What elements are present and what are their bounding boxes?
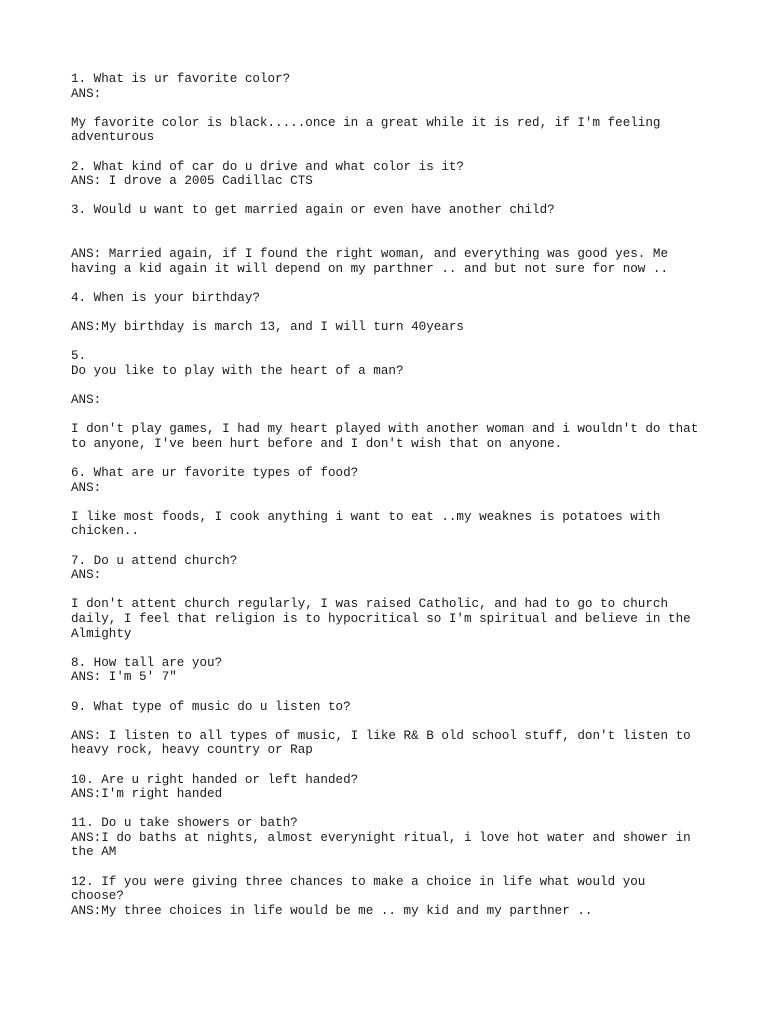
spacer <box>71 408 721 423</box>
answer-8: ANS: I'm 5' 7" <box>71 670 177 685</box>
answer-3-line-1: ANS: Married again, if I found the right woman, and everything was good yes. Me <box>71 247 669 262</box>
answer-7-line-2: daily, I feel that religion is to hypocritical so I'm spiritual and believe in the <box>71 611 691 626</box>
answer-1-line-2: adventurous <box>71 130 155 145</box>
spacer <box>71 860 721 875</box>
question-5: Do you like to play with the heart of a man? <box>71 363 404 378</box>
answer-9-line-2: heavy rock, heavy country or Rap <box>71 743 313 758</box>
spacer <box>71 306 721 321</box>
question-3: 3. Would u want to get married again or even have another child? <box>71 203 555 218</box>
answer-2: ANS: I drove a 2005 Cadillac CTS <box>71 174 313 189</box>
spacer <box>71 495 721 510</box>
spacer <box>71 802 721 817</box>
answer-label-6: ANS: <box>71 480 102 495</box>
answer-1-line-1: My favorite color is black.....once in a great while it is red, if I'm feeling <box>71 115 661 130</box>
answer-5-line-2: to anyone, I've been hurt before and I don't wish that on anyone. <box>71 436 563 451</box>
answer-10: ANS:I'm right handed <box>71 787 223 802</box>
spacer <box>71 685 721 700</box>
spacer <box>71 451 721 466</box>
answer-label-5: ANS: <box>71 393 102 408</box>
spacer <box>71 189 721 204</box>
spacer <box>71 539 721 554</box>
question-12-line-2: choose? <box>71 889 124 904</box>
question-10: 10. Are u right handed or left handed? <box>71 772 359 787</box>
spacer <box>71 641 721 656</box>
answer-5-line-1: I don't play games, I had my heart played with another woman and i wouldn't do that <box>71 422 699 437</box>
answer-3-line-2: having a kid again it will depend on my parthner .. and but not sure for now .. <box>71 261 669 276</box>
answer-11-line-2: the AM <box>71 845 117 860</box>
answer-6-line-2: chicken.. <box>71 524 140 539</box>
spacer <box>71 758 721 773</box>
question-5-number: 5. <box>71 349 87 364</box>
spacer <box>71 583 721 598</box>
question-6: 6. What are ur favorite types of food? <box>71 466 359 481</box>
spacer <box>71 335 721 350</box>
question-11: 11. Do u take showers or bath? <box>71 816 298 831</box>
answer-label-1: ANS: <box>71 86 102 101</box>
spacer <box>71 276 721 291</box>
answer-9-line-1: ANS: I listen to all types of music, I like R& B old school stuff, don't listen to <box>71 728 691 743</box>
question-7: 7. Do u attend church? <box>71 553 238 568</box>
answer-7-line-1: I don't attent church regularly, I was raised Catholic, and had to go to church <box>71 597 669 612</box>
question-1: 1. What is ur favorite color? <box>71 72 291 86</box>
document-body <box>71 72 721 918</box>
spacer <box>71 145 721 160</box>
question-4: 4. When is your birthday? <box>71 290 260 305</box>
answer-11-line-1: ANS:I do baths at nights, almost everynight ritual, i love hot water and shower in <box>71 830 691 845</box>
question-9: 9. What type of music do u listen to? <box>71 699 351 714</box>
question-2: 2. What kind of car do u drive and what color is it? <box>71 159 464 174</box>
spacer <box>71 101 721 116</box>
answer-4: ANS:My birthday is march 13, and I will turn 40years <box>71 320 464 335</box>
question-8: 8. How tall are you? <box>71 655 223 670</box>
answer-label-7: ANS: <box>71 568 102 583</box>
spacer <box>71 378 721 393</box>
spacer <box>71 218 721 247</box>
answer-12: ANS:My three choices in life would be me .. my kid and my parthner .. <box>71 903 593 918</box>
question-12-line-1: 12. If you were giving three chances to make a choice in life what would you <box>71 874 646 889</box>
spacer <box>71 714 721 729</box>
answer-7-line-3: Almighty <box>71 626 132 641</box>
answer-6-line-1: I like most foods, I cook anything i want to eat ..my weaknes is potatoes with <box>71 509 661 524</box>
